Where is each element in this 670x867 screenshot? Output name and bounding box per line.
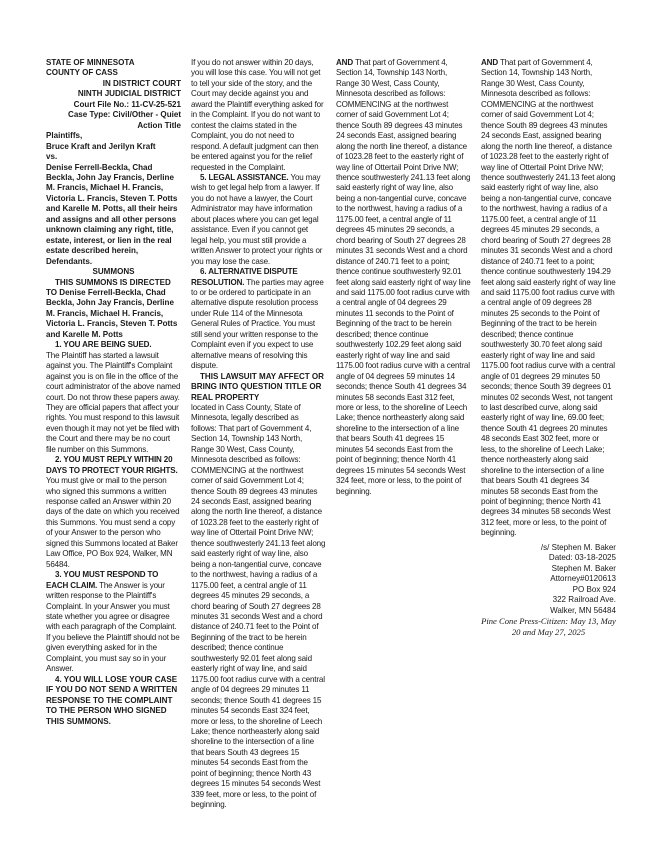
tract-3-text: That part of Government 4, Section 14, Township 143 North, Range 30 West, Cass County, Minnesota described as follows: COMMENCING at the northwest corner of said Government Lot 4; thence South 89 degrees 43 minutes 24 seconds East, assigned bearing along the north line thereof, a distance of 1023.28 feet to the easterly right of way line of Ottertail Point Drive NW; thence southwesterly 241.13 feet along said easterly right of way line, also being a non-tangential curve, concave to the northwest, having a radius of a 1175.00 feet, a central angle of 11 degrees 45 minutes 29 seconds, a chord bearing of South 27 degrees 28 minutes 31 seconds West and a chord distance of 240.71 feet to a point; thence continue southwesterly 194.29 feet along said easterly right of way line and said 1175.00 foot radius curve with a central angle of 09 degrees 28 minutes 25 seconds to the Point of Beginning of the tract to be herein described; thence continue southwesterly 30.70 feet along said easterly right of way line and said 1175.00 foot radius curve with a central angle of 01 degrees 29 minutes 50 seconds; thence South 39 degrees 01 minutes 02 seconds West, not tangent to last described curve, along said easterly right of way line, 69.00 feet; thence South 41 degrees 20 minutes 48 seconds East 302 feet, more or less, to the shoreline of Leech Lake; thence northeasterly along said shoreline to the intersection of a line that bears South 41 degrees 34 minutes 58 seconds East from the point of beginning; thence North 41 degrees 34 minutes 58 seconds West 312 feet, more or less, to the point of beginning. <box>481 58 616 538</box>
signature-block <box>481 543 616 616</box>
section-6 <box>191 267 326 372</box>
defendants-label: Defendants. <box>46 256 93 266</box>
versus: vs. <box>46 152 58 162</box>
signature-street: 322 Railroad Ave. <box>552 595 616 605</box>
summons-directed-to: THIS SUMMONS IS DIRECTED TO Denise Ferrell-Beckla, Chad Beckla, John Jay Francis, Derline M. Francis, Michael H. Francis, Victoria L. Francis, Steven T. Potts and Karelle M. Potts <box>46 277 178 339</box>
section-6-body: The parties may agree to or be ordered to participate in an alternative dispute resolution process under Rule 114 of the Minnesota General Rules of Practice. You must still send your written response to the Complaint even if you expect to use alternative means of resolving this dispute. <box>191 277 324 371</box>
section-3-heading: 3. YOU MUST RESPOND TO EACH CLAIM. <box>46 570 159 590</box>
caption-case-type: Case Type: Civil/Other - Quiet Action Title <box>68 110 181 130</box>
caption-district: NINTH JUDICIAL DISTRICT <box>77 89 181 99</box>
section-3-body: The Answer is your written response to the Plaintiff's Complaint. In your Answer you must state whether you agree or disagree with each paragraph of the Complaint. If you believe the Plaintiff should not be given everything asked for in the Complaint, you must say so in your Answer. <box>46 580 180 674</box>
section-4-body: If you do not answer within 20 days, you will lose this case. You will not get to tell your side of the story, and the Court may decide against you and award the Plaintiff everything asked for in the Complaint. If you do not want to contest the claims stated in the Complaint, you do not need to respond. A default judgment can then be entered against you for the relief requested in the Complaint. <box>191 58 324 172</box>
and-label-1: AND <box>336 58 353 67</box>
signature-dated: Dated: 03-18-2025 <box>548 553 616 563</box>
section-1 <box>46 340 181 455</box>
section-4-heading: 4. YOU WILL LOSE YOUR CASE IF YOU DO NOT SEND A WRITTEN RESPONSE TO THE COMPLAINT TO THE PERSON WHO SIGNED THIS SUMMONS. <box>46 674 178 726</box>
plaintiffs-names: Bruce Kraft and Jerilyn Kraft <box>46 141 156 151</box>
section-5-heading: 5. LEGAL ASSISTANCE. <box>200 172 289 182</box>
section-2 <box>46 455 181 570</box>
property-description-1: located in Cass County, State of Minnesota, legally described as follows: That part of Government 4, Section 14, Township 143 North, Range 30 West, Cass County, Minnesota described as follows: COMMENCING at the northwest corner of said Government Lot 4; thence South 89 degrees 43 minutes 24 seconds East, assigned bearing along the north line thereof, a distance of 1023.28 feet to the easterly right of way line of Ottertail Point Drive NW; thence southwesterly 241.13 feet along said easterly right of way line, also being a non-tangential curve, concave to the northwest, having a radius of a 1175.00 feet, a central angle of 11 degrees 45 minutes 29 seconds, a chord bearing of South 27 degrees 28 minutes 31 seconds West and a chord distance of 240.71 feet to the Point of Beginning of the tract to be herein described; thence continue southwesterly 92.01 feet along said easterly right of way line, and said 1175.00 foot radius curve with a central angle of 04 degrees 29 minutes 11 seconds; thence South 41 degrees 15 minutes 54 seconds East 324 feet, more or less, to the shoreline of Leech Lake; thence northeasterly along said shoreline to the intersection of a line that bears South 43 degrees 15 minutes 54 seconds East from the point of beginning; thence North 43 degrees 15 minutes 54 seconds West 339 feet, more or less, to the point of beginning. <box>191 402 326 810</box>
section-5 <box>191 173 326 267</box>
section-5-body: You may wish to get legal help from a lawyer. If you do not have a lawyer, the Court Administrator may have information about places where you can get legal assistance. Even if you cannot get legal help, you must still provide a written Answer to protect your rights or you may lose the case. <box>191 172 323 266</box>
defendants-names: Denise Ferrell-Beckla, Chad Beckla, John Jay Francis, Derline M. Francis, Michael H. Francis, Victoria L. Francis, Steven T. Potts and Karelle M. Potts, all their heirs and assigns and all other persons unknown claiming any right, title, estate, interest, or lien in the real estate described herein, <box>46 162 178 256</box>
section-3 <box>46 570 181 675</box>
caption-county: COUNTY OF CASS <box>46 68 118 78</box>
signature-po-box: PO Box 924 <box>572 584 616 594</box>
plaintiffs-label: Plaintiffs, <box>46 131 83 141</box>
signature-attorney: Attorney#0120613 <box>550 574 616 584</box>
signature-city: Walker, MN 56484 <box>550 605 616 615</box>
section-1-heading: 1. YOU ARE BEING SUED. <box>55 340 152 350</box>
section-6-heading: 6. ALTERNATIVE DISPUTE RESOLUTION. <box>191 267 298 287</box>
legal-notice <box>46 58 622 848</box>
column-4 <box>481 58 616 848</box>
caption-court: IN DISTRICT COURT <box>102 78 181 88</box>
section-2-heading: 2. YOU MUST REPLY WITHIN 20 DAYS TO PROTECT YOUR RIGHTS. <box>46 455 178 475</box>
publication-line: Pine Cone Press-Citizen: May 13, May 20 and May 27, 2025 <box>481 616 616 638</box>
column-1 <box>46 58 181 848</box>
property-description-2 <box>336 58 471 497</box>
property-description-3 <box>481 58 616 539</box>
signature-signed: /s/ Stephen M. Baker <box>540 542 616 552</box>
column-3 <box>336 58 471 848</box>
tract-2-text: That part of Government 4, Section 14, Township 143 North, Range 30 West, Cass County, Minnesota described as follows: COMMENCING at the northwest corner of said Government Lot 4; thence South 89 degrees 43 minutes 24 seconds East, assigned bearing along the north line thereof, a distance of 1023.28 feet to the easterly right of way line of Ottertail Point Drive NW; thence southwesterly 241.13 feet along said easterly right of way line, also being a non-tangential curve, concave to the northwest, having a radius of a 1175.00 feet, a central angle of 11 degrees 45 minutes 29 seconds, a chord bearing of South 27 degrees 28 minutes 31 seconds West and a chord distance of 240.71 feet to a point; thence continue southwesterly 92.01 feet along said easterly right of way line and said 1175.00 foot radius curve with a central angle of 04 degrees 29 minutes 11 seconds to the Point of Beginning of the tract to be herein described; thence continue southwesterly 102.29 feet along said easterly right of way line and said 1175.00 foot radius curve with a central angle of 04 degrees 59 minutes 14 seconds; thence South 41 degrees 34 minutes 58 seconds East 312 feet, more or less, to the shoreline of Leech Lake; thence northeasterly along said shoreline to the intersection of a line that bears South 41 degrees 15 minutes 54 seconds East from the point of beginning; thence North 41 degrees 15 minutes 54 seconds West 324 feet, more or less, to the point of beginning. <box>336 58 471 496</box>
and-label-2: AND <box>481 58 498 67</box>
signature-name: Stephen M. Baker <box>551 563 616 573</box>
caption-state: STATE OF MINNESOTA <box>46 58 135 67</box>
section-2-body: You must give or mail to the person who signed this summons a written response called an Answer within 20 days of the date on which you received this Summons. You must send a copy of your Answer to the person who signed this Summons located at Baker Law Office, PO Box 924, Walker, MN 56484. <box>46 476 180 569</box>
column-2 <box>191 58 326 848</box>
section-1-body: The Plaintiff has started a lawsuit against you. The Plaintiff's Complaint against you is on file in the office of the court administrator of the above named court. Do not throw these papers away. They are official papers that affect your rights. You must respond to this lawsuit even though it may not yet be filed with the Court and there may be no court file number on this Summons. <box>46 350 181 454</box>
property-heading: THIS LAWSUIT MAY AFFECT OR BRING INTO QUESTION TITLE OR REAL PROPERTY <box>191 371 324 402</box>
caption-file-no: Court File No.: 11-CV-25-521 <box>73 99 181 109</box>
summons-title: SUMMONS <box>92 267 135 277</box>
